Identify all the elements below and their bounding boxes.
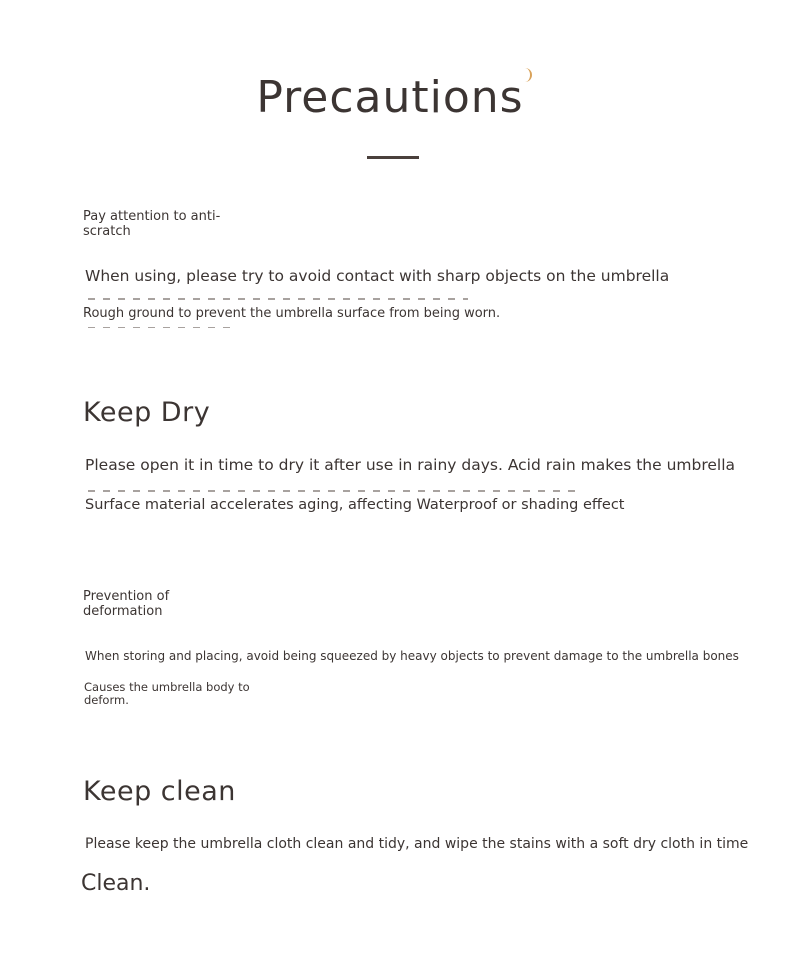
title-divider [367, 156, 419, 159]
section-text-keep-clean-line2: Clean. [81, 871, 151, 896]
section-text-keep-dry-line2: Surface material accelerates aging, affecting Waterproof or shading effect [85, 497, 625, 513]
section-heading-keep-dry: Keep Dry [83, 397, 211, 428]
clipped-text-artifact [88, 490, 583, 492]
page-title: Precautions [256, 72, 524, 123]
section-heading-prevention-of-deformation: Prevention of deformation [83, 589, 170, 619]
section-text-anti-scratch-line2: Rough ground to prevent the umbrella surface from being worn. [83, 306, 501, 321]
clipped-text-artifact [88, 298, 468, 300]
section-text-keep-dry-line1: Please open it in time to dry it after use in rainy days. Acid rain makes the umbrella [85, 456, 736, 474]
section-heading-keep-clean: Keep clean [83, 776, 236, 807]
clipped-text-artifact [88, 327, 238, 328]
section-text-anti-scratch-line1: When using, please try to avoid contact with sharp objects on the umbrella [85, 267, 670, 285]
section-text-deformation-line1: When storing and placing, avoid being squeezed by heavy objects to prevent damage to the umbrella bones [85, 649, 739, 663]
section-text-deformation-line2: Causes the umbrella body to deform. [84, 680, 250, 707]
section-text-keep-clean-line1: Please keep the umbrella cloth clean and tidy, and wipe the stains with a soft dry cloth in time [85, 836, 749, 852]
section-heading-anti-scratch: Pay attention to anti- scratch [83, 209, 221, 239]
